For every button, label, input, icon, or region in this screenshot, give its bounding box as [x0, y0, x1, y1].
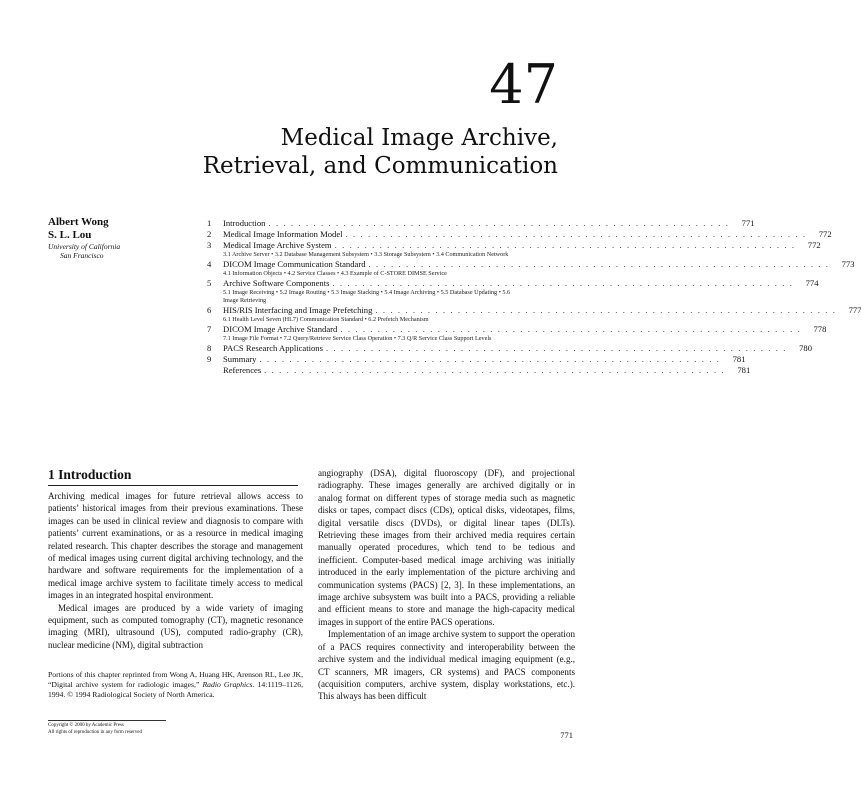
toc-page: 772	[807, 240, 821, 250]
toc-leader-dots: . . . . . . . . . . . . . . . . . . . . . . . . . . . . . . . . . . . . . . . . . . . . . . . . . . . . . . . . . . . . . .	[332, 278, 794, 288]
toc-leader-dots: . . . . . . . . . . . . . . . . . . . . . . . . . . . . . . . . . . . . . . . . . . . . . . . . . . . . . . . . . . . . . .	[334, 240, 796, 250]
toc-subsections: 4.1 Information Objects • 4.2 Service Classes • 4.3 Example of C-STORE DIMSE Service	[223, 270, 447, 277]
toc-title: Medical Image Archive System	[223, 240, 332, 250]
copyright-line: All rights of reproduction in any form reserved	[48, 729, 143, 735]
toc-number: 9	[207, 354, 212, 364]
toc-leader-dots: . . . . . . . . . . . . . . . . . . . . . . . . . . . . . . . . . . . . . . . . . . . . . . . . . . . . . . . . . . . . . .	[375, 305, 837, 315]
toc-entry[interactable]	[207, 343, 813, 354]
toc-subsections: 6.1 Health Level Seven (HL7) Communication Standard • 6.2 Prefetch Mechanism	[223, 316, 429, 323]
toc-leader-dots: . . . . . . . . . . . . . . . . . . . . . . . . . . . . . . . . . . . . . . . . . . . . . . . . . . . . . . . . . . . . . .	[325, 343, 788, 353]
toc-page: 778	[813, 324, 827, 334]
chapter-number: 47	[489, 53, 558, 116]
author-name: Albert Wong	[48, 216, 109, 228]
section-divider	[48, 485, 298, 486]
toc-entry[interactable]	[207, 218, 755, 229]
toc-title: Summary	[223, 354, 257, 364]
toc-title: HIS/RIS Interfacing and Image Prefetching	[223, 305, 373, 315]
toc-title: Archive Software Components	[223, 278, 330, 288]
section-heading: 1 Introduction	[48, 467, 132, 482]
toc-entry[interactable]	[207, 240, 821, 259]
toc-entry[interactable]	[207, 354, 746, 365]
toc-page: 771	[741, 218, 755, 228]
toc-page: 773	[841, 259, 855, 269]
toc-page: 774	[805, 278, 819, 288]
toc-title: PACS Research Applications	[223, 343, 323, 353]
toc-leader-dots: . . . . . . . . . . . . . . . . . . . . . . . . . . . . . . . . . . . . . . . . . . . . . . . . . . . . . . . . . . . . . .	[268, 218, 730, 228]
chapter-title-line-2: Retrieval, and Communication	[202, 153, 558, 179]
footnote-journal: Radio Graphics.	[202, 680, 255, 689]
body-paragraph: angiography (DSA), digital fluoroscopy (DF), and projectional radiography. These images generally are archived digitally or in analog format on different types of storage media such as magnetic disks or tapes, compact discs (CDs), optical disks, videotapes, films, digital versatile discs (DVDs), or digital linear tapes (DLTs). Retrieving these images from their archived media requires certain manually operated procedures, which tend to be tedious and inefficient. Computer-based medical image archiving was initially introduced in the early implementation of the picture archiving and communication systems (PACS) [2, 3]. In these implementations, an image archive subsystem was built into a PACS, providing a reliable and efficient means to store and manage the high-capacity medical images in support of the entire PACS operations.	[318, 468, 575, 627]
toc-title: DICOM Image Communication Standard	[223, 259, 366, 269]
toc-title: DICOM Image Archive Standard	[223, 324, 338, 334]
toc-page: 780	[799, 343, 813, 353]
toc-title: Medical Image Information Model	[223, 229, 343, 239]
toc-subsections: 5.1 Image Receiving • 5.2 Image Routing • 5.3 Image Stacking • 5.4 Image Archiving • 5.5 Database Updating • 5.6 Image Retrieving	[223, 289, 511, 304]
toc-number: 7	[207, 324, 212, 334]
toc-number: 4	[207, 259, 212, 269]
chapter-footnote	[48, 670, 303, 700]
toc-entry[interactable]	[207, 259, 855, 278]
toc-leader-dots: . . . . . . . . . . . . . . . . . . . . . . . . . . . . . . . . . . . . . . . . . . . . . . . . . . . . . . . . . . . . . .	[345, 229, 807, 239]
toc-leader-dots: . . . . . . . . . . . . . . . . . . . . . . . . . . . . . . . . . . . . . . . . . . . . . . . . . . . . . . . . . . . . . .	[340, 324, 802, 334]
toc-title: Introduction	[223, 218, 266, 228]
copyright-divider	[48, 720, 166, 721]
body-paragraph: Archiving medical images for future retrieval allows access to patients’ historical images from their previous examinations. These images can be used in clinical review and diagnosis to compare with patients’ current examinations, or as a resource in medical imaging related research. This chapter describes the storage and management of medical images using current digital archiving technology, and the hardware and software requirements for the implementation of a medical image archive system to facilitate timely access to medical images in an integrated hospital environment.	[48, 491, 303, 601]
copyright-notice	[48, 723, 142, 736]
footnote-text: 14:1119–1126, 1994. © 1994 Radiological Society of North America.	[48, 680, 303, 699]
toc-leader-dots: . . . . . . . . . . . . . . . . . . . . . . . . . . . . . . . . . . . . . . . . . . . . . . . . . . . . . . . . . . . . . .	[368, 259, 830, 269]
toc-number: 1	[207, 218, 212, 228]
toc-page: 781	[732, 354, 746, 364]
toc-page: 777	[848, 305, 861, 315]
toc-subsections: 7.1 Image File Format • 7.2 Query/Retrieve Service Class Operation • 7.3 Q/R Service Class Support Levels	[223, 335, 492, 342]
affiliation-line: University of California	[48, 242, 121, 251]
toc-number: 5	[207, 278, 212, 288]
toc-leader-dots: . . . . . . . . . . . . . . . . . . . . . . . . . . . . . . . . . . . . . . . . . . . . . . . . . . . . . . . . . . . . . .	[264, 365, 726, 375]
body-column-right	[318, 467, 575, 703]
toc-number: 3	[207, 240, 212, 250]
body-paragraph: Medical images are produced by a wide variety of imaging equipment, such as computed tomography (CT), magnetic resonance imaging (MRI), ultrasound (US), computed radio-graphy (CR), nuclear medicine (NM), digital subtraction	[48, 602, 303, 650]
author-name: S. L. Lou	[48, 229, 92, 241]
toc-entry[interactable]	[207, 324, 827, 343]
toc-page: 781	[737, 365, 751, 375]
body-paragraph: Implementation of an image archive system to support the operation of a PACS requires connectivity and interoperability between the archive system and the individual medical imaging equipment (e.g., CT scanners, MR imagers, CR systems) and PACS components (acquisition computers, archive system, display workstations, etc.). This always has been difficult	[318, 629, 575, 702]
toc-number: 2	[207, 229, 212, 239]
toc-entry[interactable]	[207, 229, 832, 240]
toc-entry[interactable]	[207, 365, 751, 376]
page-number: 771	[560, 730, 573, 740]
authors-block	[48, 216, 198, 260]
chapter-title-line-1: Medical Image Archive,	[280, 125, 558, 151]
chapter-title	[203, 124, 558, 180]
toc-title: References	[223, 365, 262, 375]
toc-page: 772	[818, 229, 832, 239]
footnote-text: Portions of this chapter reprinted from Wong A, Huang HK, Arenson RL, Lee JK, “Digital archive system for radiologic images,”	[48, 670, 303, 689]
table-of-contents	[207, 218, 861, 376]
affiliation-line: San Francisco	[60, 251, 104, 260]
toc-number: 8	[207, 343, 212, 353]
toc-entry[interactable]	[207, 278, 819, 305]
toc-leader-dots: . . . . . . . . . . . . . . . . . . . . . . . . . . . . . . . . . . . . . . . . . . . . . . . . . . . . . . . . . . . . . .	[259, 354, 721, 364]
toc-subsections: 3.1 Archive Server • 3.2 Database Management Subsystem • 3.3 Storage Subsystem • 3.4 Communication Network	[223, 251, 509, 258]
body-column-left	[48, 490, 303, 651]
toc-entry[interactable]	[207, 305, 861, 324]
toc-number: 6	[207, 305, 212, 315]
copyright-line: Copyright © 2000 by Academic Press	[48, 723, 124, 728]
